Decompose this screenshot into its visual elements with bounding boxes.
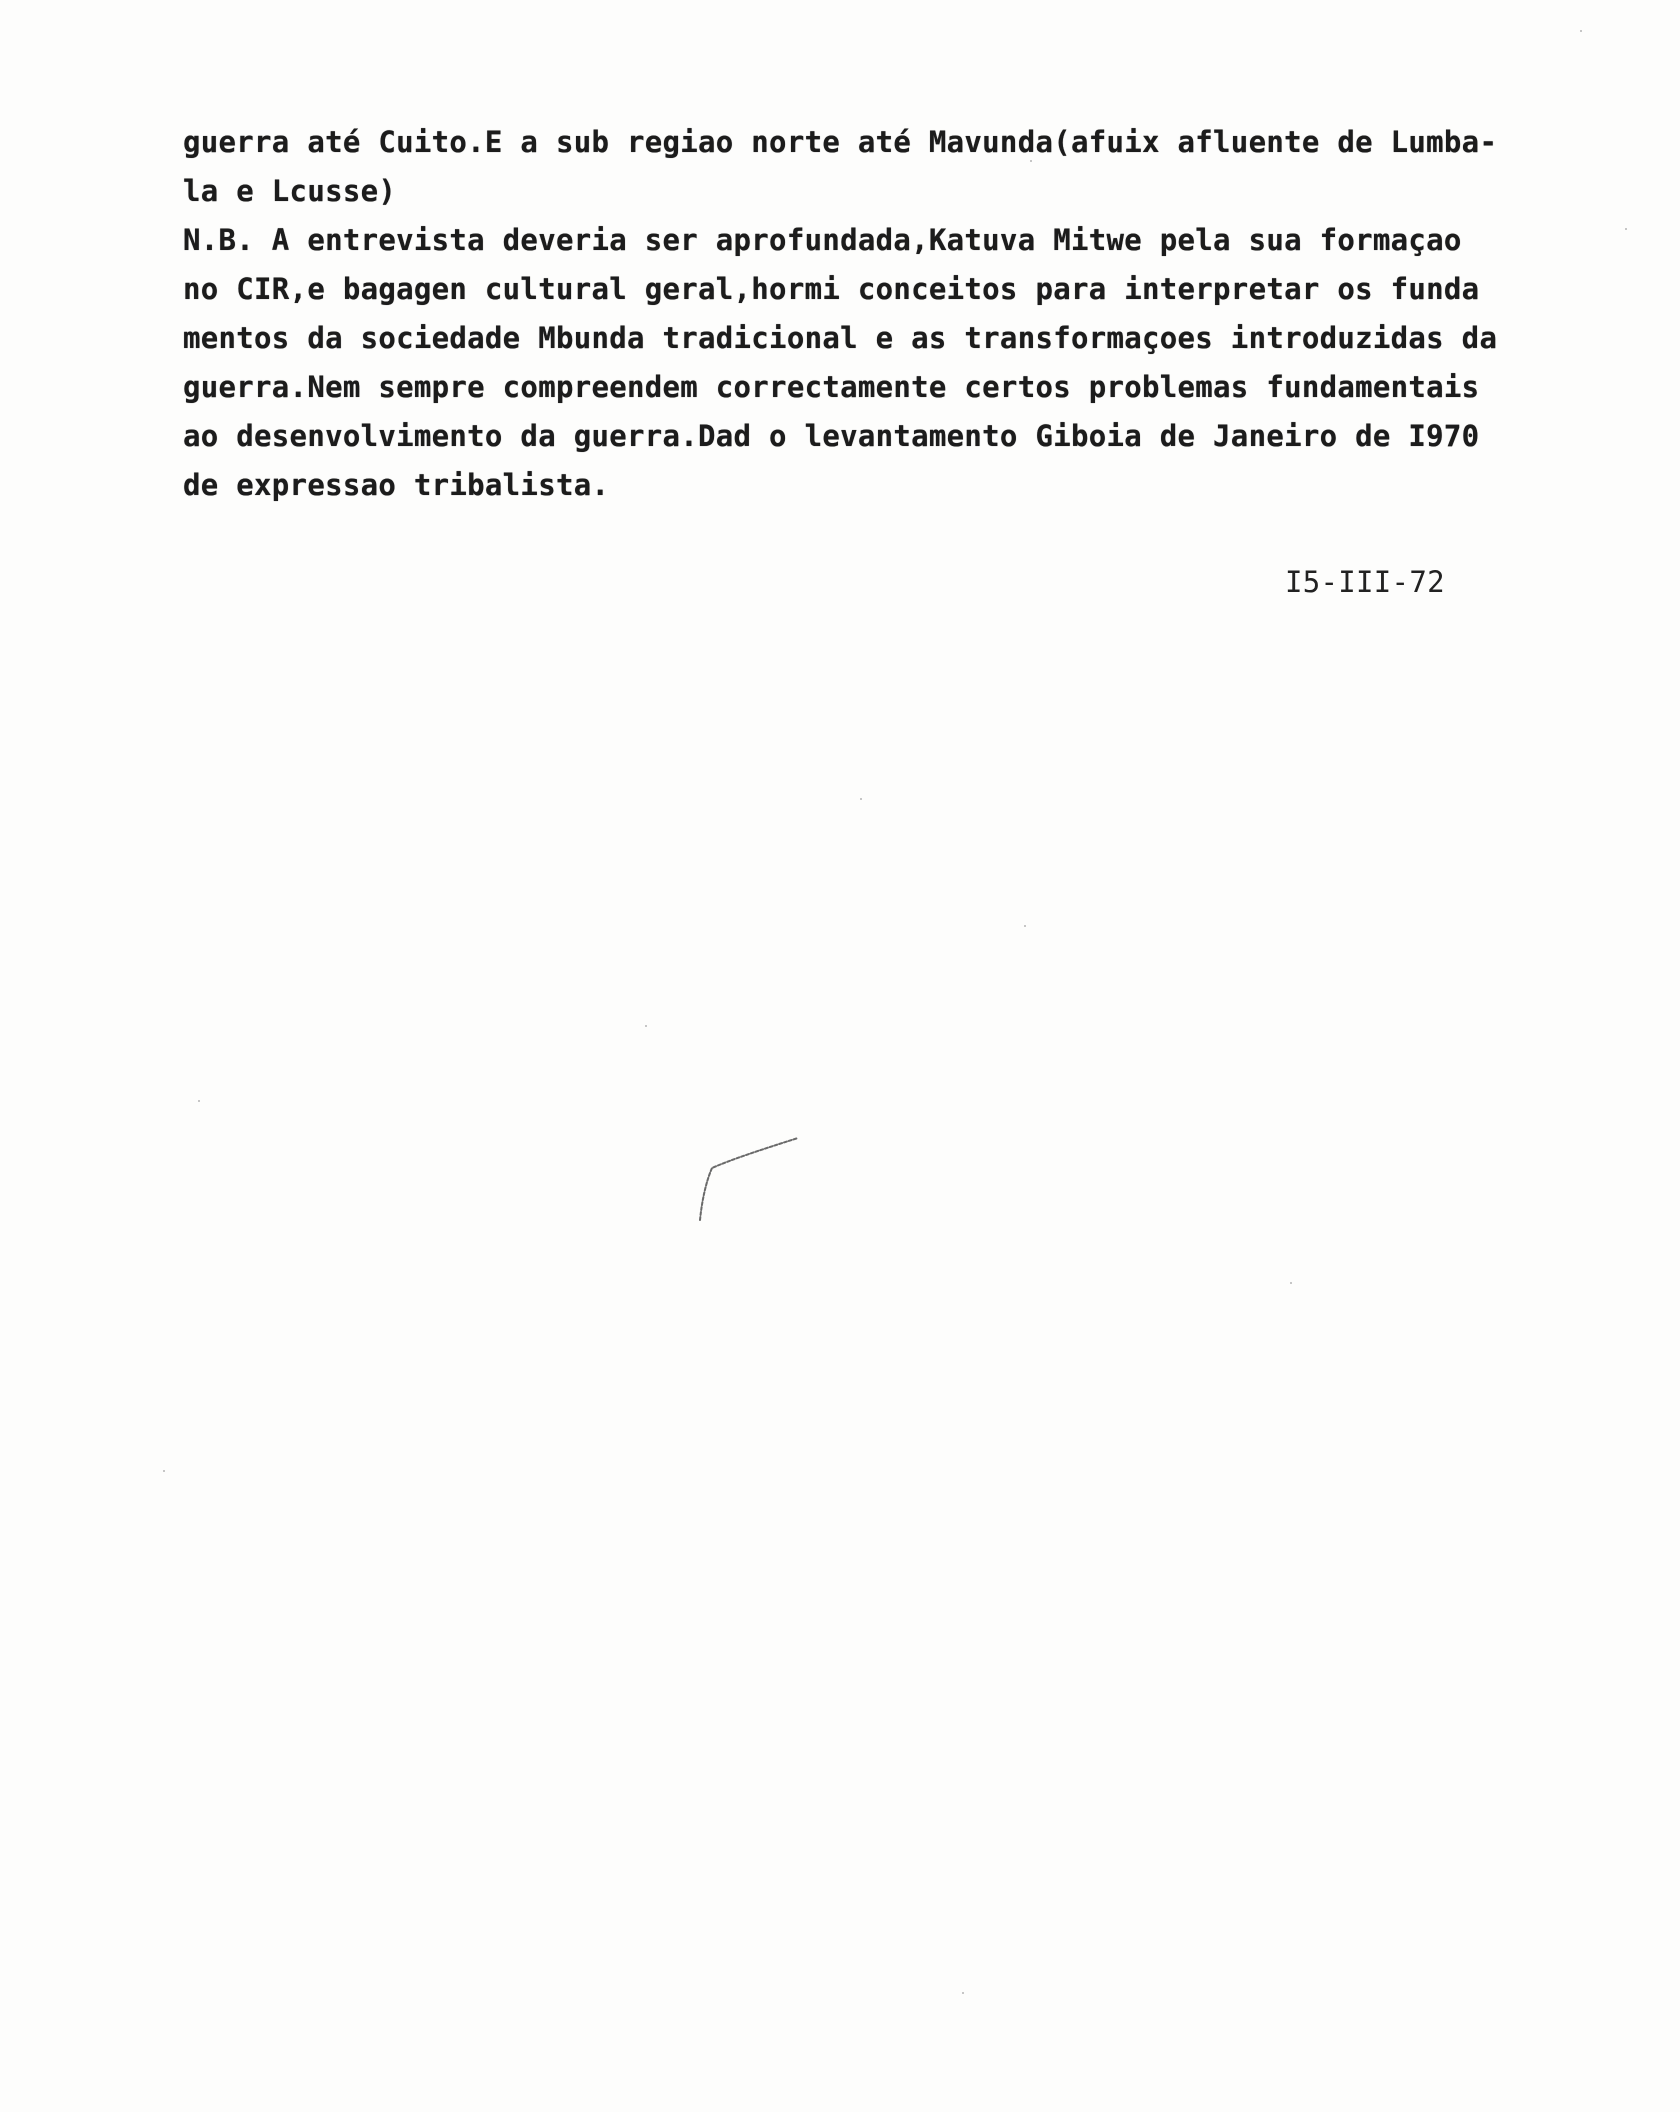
text-line-1: guerra até Cuito.E a sub regiao norte até Mavunda(afuix afluente de Lumba- xyxy=(183,125,1498,159)
scan-speck xyxy=(1580,30,1582,32)
scan-speck xyxy=(1030,160,1032,162)
typed-text-block xyxy=(183,118,1643,510)
scan-speck xyxy=(1290,1282,1292,1284)
scan-speck xyxy=(198,1100,200,1102)
scan-speck xyxy=(1625,228,1627,230)
scan-speck xyxy=(962,1992,964,1994)
document-date: I5-III-72 xyxy=(1285,565,1445,599)
text-line-6: guerra.Nem sempre compreendem correctamente certos problemas fundamentais xyxy=(183,370,1480,404)
scan-speck xyxy=(860,798,862,800)
scan-speck xyxy=(1024,925,1026,927)
pen-stroke-mark xyxy=(690,1120,810,1230)
text-line-8: de expressao tribalista. xyxy=(183,468,610,502)
text-line-2: la e Lcusse) xyxy=(183,174,397,208)
scan-speck xyxy=(645,1025,647,1027)
text-line-3: N.B. A entrevista deveria ser aprofundada,Katuva Mitwe pela sua formaçao xyxy=(183,223,1462,257)
text-line-5: mentos da sociedade Mbunda tradicional e as transformaçoes introduzidas da xyxy=(183,321,1498,355)
scan-speck xyxy=(163,1470,165,1472)
text-line-4: no CIR,e bagagen cultural geral,hormi conceitos para interpretar os funda xyxy=(183,272,1480,306)
text-line-7: ao desenvolvimento da guerra.Dad o levantamento Giboia de Janeiro de I970 xyxy=(183,419,1480,453)
